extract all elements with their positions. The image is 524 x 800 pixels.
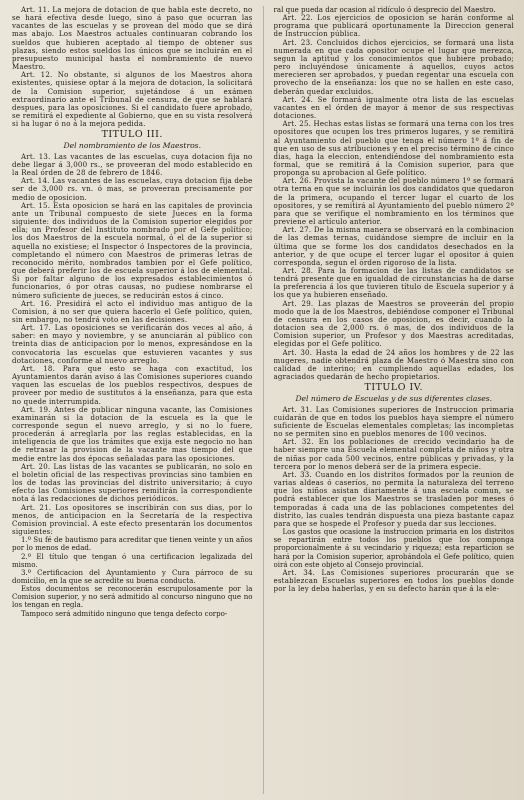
article-28: Art. 28. Para la formacion de las listas de candidatos se tendrá presente que en igualdad de circunstancias ha de darse la preferencia á los que tuvieren título de Escuela superior y á los que ya hubieren enseñado. [273, 266, 514, 300]
article-31: Art. 31. Las Comisiones superiores de Instruccion primaria cuidarán de que en todos los pueblos haya siempre el número suficiente de Escuelas elementales completas; las incompletas no se permiten sino en pueblos menores de 100 vecinos. [273, 404, 514, 439]
article-18: Art. 18. Para que esto se haga con exactitud, los Ayuntamientos darán aviso á las Comisiones superiores cuando vaquen las escuelas de los pueblos respectivos, despues de proveer por medio de sustitutos á la enseñanza, para que esta no quede interrumpida. [12, 363, 253, 406]
article-25: Art. 25. Hechas estas listas se formará una terna con los tres opositores que ocupen los tres primeros lugares, y se remitirá al Ayuntamiento del pueblo que tenga el número 1º á fin de que en uso de sus atribuciones y en el preciso término de cinco dias, haga la eleccion, entendiéndose del nombramiento esta formal, que se remitirá á la Comision superior, para que proponga su aprobacion al Gefe político. [273, 119, 514, 178]
text-columns [12, 6, 514, 794]
article-22: Art. 22. Los ejercicios de oposicion se harán conforme al programa que publicará oportunamente la Direccion general de Instruccion pública. [273, 13, 514, 39]
costs-paragraph: Los gastos que ocasione la instruccion primaria en los distritos se repartirán entre todos los pueblos que los componga proporcionalmente á su vecindario y riqueza; esta reparticion se hará por la Comision superior, aprobándola el Gefe político, quien oirá con este objeto al Consejo provincial. [273, 527, 514, 569]
article-32: Art. 32. En los poblaciones de crecido vecindario ha de haber siempre una Escuela elemental completa de niños y otra de niñas por cada 500 vecinos, entre públicas y privadas, y la tercera por lo menos deberá ser de la primera especie. [273, 437, 514, 471]
admission-paragraph: Tampoco será admitido ninguno que tenga defecto corpo- [21, 608, 228, 618]
article-33: Art. 33. Cuando en los distritos formados por la reunion de varias aldeas ó caseríos, no permita la naturaleza del terreno que los niños asistan diariamente á una escuela comun, se podrá establecer que los Maestros se trasladen por meses ó temporadas á cada una de las poblaciones competentes del distrito, las cuales tendrán dispuesta una pieza bastante capaz para que se hospede el Profesor y pueda dar sus lecciones. [273, 469, 514, 528]
article-16: Art. 16. Presidirá el acto el individuo mas antiguo de la Comision, á no ser que quiera hacerlo el Gefe político, quien, sin embargo, no tendrá voto en las decisiones. [12, 298, 253, 324]
right-column [274, 6, 515, 794]
continued-paragraph: ral que pueda dar ocasion al ridículo ó desprecio del Maestro. [273, 6, 496, 14]
article-12: Art. 12. No obstante, si algunos de los Maestros ahora existentes, quisiese optar á la mejora de dotacion, la solicitará de la Comision superior, sujetándose á un exámen extraordinario ante el Tribunal de censura, de que se hablará despues, para las oposiciones. Si el candidato fuere aprobado, se remitirá el expediente al Gobierno, que en su vista resolverá si ha lugar ó no á la mejora pedida. [12, 70, 253, 129]
article-29: Art. 29. Las plazas de Maestros se proveerán del propio modo que la de los Maestros, debiéndose componer el Tribunal de censura en los casos de oposicion, es decir, cuando la dotacion sea de 2,000 rs. ó mas, de dos individuos de la Comision superior, un Profesor y dos Maestras acreditadas, elegidas por el Gefe político. [273, 298, 514, 349]
article-11: Art. 11. La mejora de dotacion de que habla este decreto, no se hará efectiva desde luego, sino á paso que ocurran las vacantes de las escuelas y se provean del modo que se dirá mas abajo. Los Maestros actuales continuaran cobrando los sueldos que hubieren aceptado al tiempo de obtener sus plazas, siendo estos sueldos los únicos que se incluirán en el presupuesto municipal hasta el nombramiento de nuevo Maestro. [12, 6, 253, 72]
title-iii-subheading: Del nombramiento de los Maestros. [63, 141, 201, 151]
requirement-1: 1.º Su fé de bautismo para acreditar que tienen veinte y un años por lo menos de edad. [12, 535, 253, 553]
article-26: Art. 26. Provista la vacante del pueblo número 1º se formará otra terna en que se incluirán los dos candidatos que quedaron de la primera, ocupando el tercer lugar el cuarto de los opositores, y se remitirá al Ayuntamiento del pueblo número 2º para que se verifique el nombramiento en los términos que previene el artículo anterior. [273, 176, 514, 227]
article-20: Art. 20. Las listas de las vacantes se publicarán, no solo en el boletin oficial de las respectivas provincias sino tambien en los de todas las provincias del distrito universitario; á cuyo efecto las Comisiones superiores remitirán la correspondiente nota á las redacciones de dichos periódicos. [12, 461, 253, 504]
documents-paragraph: Estos documentos se reconocerán escrupulosamente por la Comision superior, y no será admitido al concurso ninguno que no los tengan en regla. [12, 584, 253, 610]
article-24: Art. 24. Se formará igualmente otra lista de las escuelas vacantes en el órden de mayor á menor de sus respectivas dotaciones. [273, 94, 514, 121]
requirement-3: 3.º Certificacion del Ayuntamiento y Cura párroco de su domicilio, en la que se acredite su buena conducta. [12, 567, 253, 585]
article-34: Art. 34. Las Comisiones superiores procurarán que se establezcan Escuelas superiores en todos los pueblos donde por la ley deba haberlas, y en su defecto harán que á la ele- [273, 567, 514, 594]
article-23: Art. 23. Concluidos dichos ejercicios, se formará una lista numerada en que cada opositor ocupe el lugar que merezca, segun la aptitud y los conocimientos que hubiere probado; pero incluyéndose únicamente á aquellos, cuyos actos merecieren ser aprobados, y puedan regentar una escuela con provecho de la enseñanza: los que no se hallen en este caso, deberán quedar excluidos. [273, 37, 514, 96]
article-21: Art. 21. Los opositores se inscribirán con sus dias, por lo menos, de anticipacion en la Secretaría de la respectiva Comision provincial. A este efecto presentarán los documentos siguientes: [12, 502, 253, 537]
left-column [12, 6, 253, 794]
article-14: Art. 14. Las vacantes de las escuelas, cuya dotacion fija debe ser de 3,000 rs. vn. ó mas, se proveeran precisamente por medio de oposicion. [12, 176, 253, 202]
title-iv-subheading: Del número de Escuelas y de sus diferentes clases. [295, 394, 493, 404]
article-19: Art. 19. Antes de publicar ninguna vacante, las Comisiones examinarán si la dotacion de la escuela es la que le corresponde segun el nuevo arreglo, y si no lo fuere, procederán á arreglarla por las reglas establecidas, en la inteligencia de que los trámites que exija este negocio no han de retrasar la provision de la vacante mas tiempo del que medie entre las dos épocas señaladas para las oposiciones. [12, 404, 253, 463]
article-30: Art. 30. Hasta la edad de 24 años los hombres y de 22 las mugeres, nadie obtendrá plaza de Maestro ó Maestra sino con calidad de interino; en cumpliendo aquellas edades, los agraciados quedarán de hecho propietarios. [273, 347, 514, 382]
requirement-2: 2.º El título que tengan ó una certificacion legalizada del mismo. [12, 551, 253, 569]
title-iv-heading: TITULO IV. [364, 382, 424, 394]
article-13: Art. 13. Las vacantes de las escuelas, cuya dotacion fija no debe llegar á 3,000 rs., se proveeran del modo establecido en la Real órden de 28 de febrero de 1846. [12, 151, 253, 178]
article-17: Art. 17. Las oposiciones se verificarán dos veces al año, á saber: en mayo y noviembre, y se anunciarán al público con treinta dias de anticipacion por lo menos, expresándose en la convocatoria las escuelas que estuvieren vacantes y sus dotaciones, conforme al nuevo arreglo. [12, 323, 253, 365]
column-divider [263, 6, 264, 794]
article-15: Art. 15. Esta oposicion se hará en las capitales de provincia ante un Tribunal compuesto de siete Jueces en la forma siguiente: dos individuos de la Comision superior elegidos por ella; un Profesor del Instituto nombrado por el Gefe político; los dos Maestros de la escuela normal, ó el de la superior si aquella no existiese; el Inspector ó Inspectores de la provincia, completando el número con Maestros de primeras letras de reconocido mérito, nombrados tambien por el Gefe político, que deberá preferir los de escuela superior á los de elemental. Si por faltar alguno de los expresados establecimientos ó funcionarios, ó por otras causas, no pudiese nombrarse el número suficiente de jueces, se reducirán estos á cinco. [12, 200, 253, 300]
title-iii-heading: TITULO III. [101, 129, 163, 141]
article-27: Art. 27. De la misma manera se observará en la combinacion de las demas ternas, cuidándose siempre de incluir en la última que se forme los dos candidatos desechados en la anterior, y de que ocupe el tercer lugar el opositor á quien corresponda, segun el órden rigoroso de la lista. [273, 225, 514, 267]
